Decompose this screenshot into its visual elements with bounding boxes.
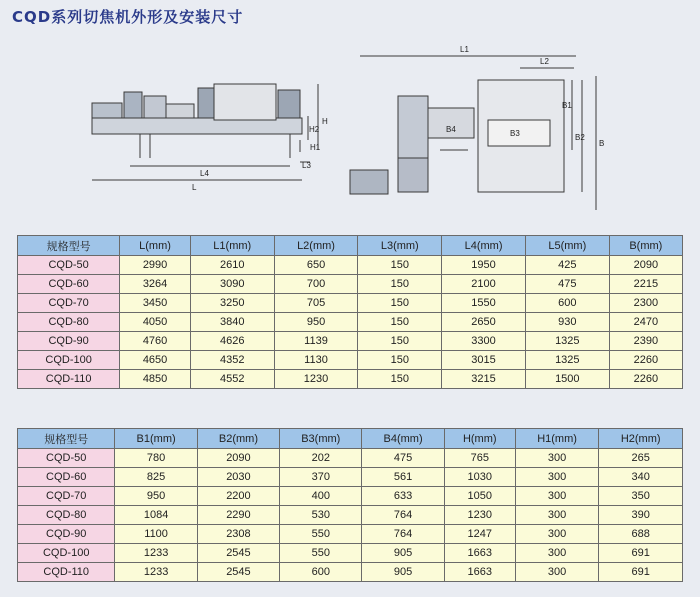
label-L1: L1 (460, 45, 469, 54)
label-L2: L2 (540, 57, 549, 66)
value-cell: 905 (362, 563, 444, 582)
value-cell: 4650 (120, 351, 191, 370)
value-cell: 150 (358, 351, 442, 370)
value-cell: 2090 (197, 449, 279, 468)
value-cell: 3250 (190, 294, 274, 313)
value-cell: 1233 (115, 544, 197, 563)
value-cell: 2308 (197, 525, 279, 544)
side-view (92, 84, 318, 180)
table-row (18, 351, 683, 370)
value-cell: 4352 (190, 351, 274, 370)
value-cell: 1100 (115, 525, 197, 544)
label-B2: B2 (575, 133, 585, 142)
value-cell: 150 (358, 294, 442, 313)
value-cell: 650 (274, 256, 358, 275)
model-cell: CQD-70 (18, 487, 115, 506)
model-cell: CQD-100 (18, 544, 115, 563)
value-cell: 1325 (525, 351, 609, 370)
table-row (18, 294, 683, 313)
value-cell: 1663 (444, 544, 515, 563)
value-cell: 2545 (197, 544, 279, 563)
page-title: CQD系列切焦机外形及安装尺寸 (12, 8, 244, 26)
machine-drawing (0, 0, 700, 235)
table-body (18, 449, 683, 582)
value-cell: 4552 (190, 370, 274, 389)
value-cell: 2215 (609, 275, 682, 294)
value-cell: 2200 (197, 487, 279, 506)
value-cell: 400 (280, 487, 362, 506)
header-cell: L1(mm) (190, 236, 274, 256)
value-cell: 370 (280, 468, 362, 487)
value-cell: 4050 (120, 313, 191, 332)
table-row (18, 525, 683, 544)
header-cell: H1(mm) (515, 429, 599, 449)
value-cell: 1325 (525, 332, 609, 351)
header-cell: L5(mm) (525, 236, 609, 256)
value-cell: 1500 (525, 370, 609, 389)
value-cell: 300 (515, 487, 599, 506)
header-cell: L3(mm) (358, 236, 442, 256)
label-L3: L3 (302, 161, 311, 170)
value-cell: 300 (515, 506, 599, 525)
header-cell: B2(mm) (197, 429, 279, 449)
table-header-row (18, 236, 683, 256)
value-cell: 2610 (190, 256, 274, 275)
value-cell: 2545 (197, 563, 279, 582)
table-row (18, 544, 683, 563)
table-row (18, 468, 683, 487)
header-cell: 规格型号 (18, 236, 120, 256)
table-row (18, 449, 683, 468)
value-cell: 780 (115, 449, 197, 468)
value-cell: 950 (115, 487, 197, 506)
value-cell: 3300 (442, 332, 526, 351)
value-cell: 1230 (444, 506, 515, 525)
value-cell: 1139 (274, 332, 358, 351)
table-row (18, 332, 683, 351)
table-row (18, 563, 683, 582)
value-cell: 4626 (190, 332, 274, 351)
model-cell: CQD-100 (18, 351, 120, 370)
model-cell: CQD-60 (18, 275, 120, 294)
value-cell: 550 (280, 525, 362, 544)
table-header-row (18, 429, 683, 449)
value-cell: 3450 (120, 294, 191, 313)
value-cell: 905 (362, 544, 444, 563)
model-cell: CQD-90 (18, 525, 115, 544)
value-cell: 2100 (442, 275, 526, 294)
value-cell: 633 (362, 487, 444, 506)
value-cell: 1130 (274, 351, 358, 370)
value-cell: 1084 (115, 506, 197, 525)
value-cell: 3264 (120, 275, 191, 294)
value-cell: 764 (362, 525, 444, 544)
value-cell: 1550 (442, 294, 526, 313)
label-H1: H1 (310, 143, 321, 152)
value-cell: 1247 (444, 525, 515, 544)
value-cell: 4850 (120, 370, 191, 389)
value-cell: 425 (525, 256, 609, 275)
header-cell: H2(mm) (599, 429, 683, 449)
table-body (18, 256, 683, 389)
value-cell: 1950 (442, 256, 526, 275)
value-cell: 2990 (120, 256, 191, 275)
value-cell: 765 (444, 449, 515, 468)
value-cell: 2030 (197, 468, 279, 487)
label-H2: H2 (309, 125, 320, 134)
header-cell: H(mm) (444, 429, 515, 449)
model-cell: CQD-50 (18, 256, 120, 275)
value-cell: 691 (599, 544, 683, 563)
value-cell: 930 (525, 313, 609, 332)
label-L: L (192, 183, 197, 192)
value-cell: 688 (599, 525, 683, 544)
value-cell: 390 (599, 506, 683, 525)
table-row (18, 256, 683, 275)
model-cell: CQD-80 (18, 506, 115, 525)
model-cell: CQD-90 (18, 332, 120, 351)
value-cell: 2260 (609, 351, 682, 370)
value-cell: 3090 (190, 275, 274, 294)
value-cell: 764 (362, 506, 444, 525)
value-cell: 150 (358, 313, 442, 332)
value-cell: 600 (280, 563, 362, 582)
value-cell: 340 (599, 468, 683, 487)
value-cell: 300 (515, 544, 599, 563)
label-B3: B3 (510, 129, 520, 138)
label-B1: B1 (562, 101, 572, 110)
label-B: B (599, 139, 605, 148)
value-cell: 300 (515, 468, 599, 487)
table-row (18, 370, 683, 389)
dimension-table-1 (17, 235, 683, 389)
value-cell: 150 (358, 256, 442, 275)
model-cell: CQD-110 (18, 563, 115, 582)
label-B4: B4 (446, 125, 456, 134)
value-cell: 150 (358, 332, 442, 351)
value-cell: 530 (280, 506, 362, 525)
value-cell: 300 (515, 449, 599, 468)
value-cell: 550 (280, 544, 362, 563)
value-cell: 3215 (442, 370, 526, 389)
value-cell: 202 (280, 449, 362, 468)
value-cell: 691 (599, 563, 683, 582)
header-cell: L(mm) (120, 236, 191, 256)
value-cell: 475 (525, 275, 609, 294)
value-cell: 561 (362, 468, 444, 487)
value-cell: 350 (599, 487, 683, 506)
header-cell: 规格型号 (18, 429, 115, 449)
dimension-table-2 (17, 428, 683, 582)
value-cell: 300 (515, 525, 599, 544)
value-cell: 705 (274, 294, 358, 313)
value-cell: 1050 (444, 487, 515, 506)
header-cell: B4(mm) (362, 429, 444, 449)
header-cell: B3(mm) (280, 429, 362, 449)
value-cell: 825 (115, 468, 197, 487)
value-cell: 2290 (197, 506, 279, 525)
value-cell: 150 (358, 370, 442, 389)
model-cell: CQD-70 (18, 294, 120, 313)
label-H: H (322, 117, 328, 126)
value-cell: 1663 (444, 563, 515, 582)
model-cell: CQD-80 (18, 313, 120, 332)
value-cell: 300 (515, 563, 599, 582)
table-row (18, 275, 683, 294)
value-cell: 2470 (609, 313, 682, 332)
value-cell: 1233 (115, 563, 197, 582)
value-cell: 1030 (444, 468, 515, 487)
header-cell: B(mm) (609, 236, 682, 256)
table-row (18, 506, 683, 525)
value-cell: 2390 (609, 332, 682, 351)
value-cell: 1230 (274, 370, 358, 389)
value-cell: 2090 (609, 256, 682, 275)
value-cell: 700 (274, 275, 358, 294)
value-cell: 475 (362, 449, 444, 468)
model-cell: CQD-110 (18, 370, 120, 389)
value-cell: 2260 (609, 370, 682, 389)
value-cell: 2300 (609, 294, 682, 313)
value-cell: 3015 (442, 351, 526, 370)
value-cell: 950 (274, 313, 358, 332)
label-L4: L4 (200, 169, 209, 178)
header-cell: L2(mm) (274, 236, 358, 256)
value-cell: 2650 (442, 313, 526, 332)
value-cell: 3840 (190, 313, 274, 332)
value-cell: 600 (525, 294, 609, 313)
table-row (18, 487, 683, 506)
model-cell: CQD-60 (18, 468, 115, 487)
header-cell: L4(mm) (442, 236, 526, 256)
model-cell: CQD-50 (18, 449, 115, 468)
top-view (350, 56, 596, 210)
value-cell: 150 (358, 275, 442, 294)
value-cell: 265 (599, 449, 683, 468)
header-cell: B1(mm) (115, 429, 197, 449)
value-cell: 4760 (120, 332, 191, 351)
table-row (18, 313, 683, 332)
